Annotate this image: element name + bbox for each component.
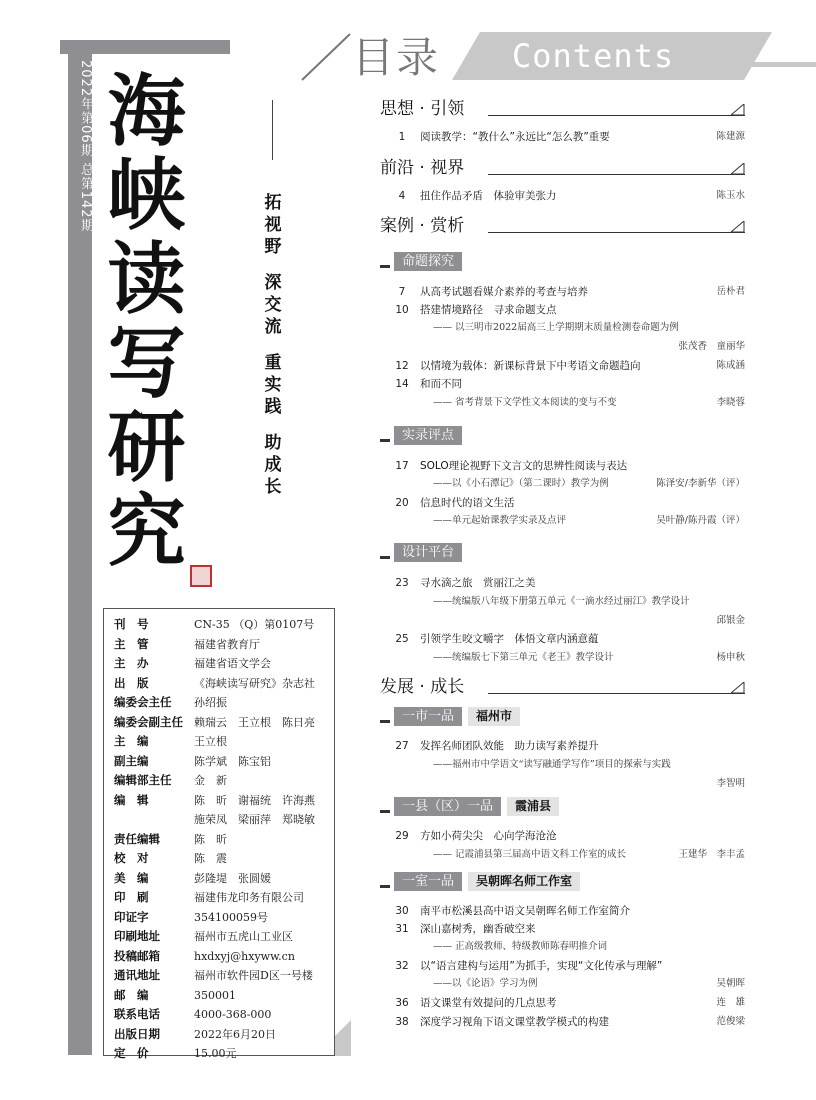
- header-rule: [745, 62, 816, 67]
- colophon-value: 福州市五虎山工业区: [194, 930, 293, 943]
- section-heading: [380, 157, 745, 183]
- subsection-mark: [380, 885, 390, 888]
- entry-title[interactable]: 阅读教学：“教什么”永远比“怎么教”重要: [420, 131, 610, 143]
- colophon-label: 印刷地址: [114, 929, 160, 943]
- title-char: 写: [107, 318, 188, 409]
- colophon-row: [114, 693, 334, 713]
- subsection-tag: 一市一品: [394, 707, 462, 726]
- entry-page-number: 23: [395, 577, 409, 589]
- toc-entry[interactable]: [380, 359, 745, 375]
- entry-page-number: 7: [398, 286, 406, 298]
- subsection-mark: [380, 556, 390, 559]
- toc-entry[interactable]: [380, 496, 745, 512]
- entry-subtitle: —— 正高级教师、特级教师陈春明推介词: [433, 941, 608, 952]
- colophon-value: CN-35 （Q）第0107号: [194, 618, 315, 631]
- entry-author: 连 雄: [716, 997, 745, 1008]
- colophon-label: 校 对: [114, 851, 149, 865]
- section-corner-icon: [731, 682, 745, 694]
- entry-author: 邱银金: [716, 615, 745, 626]
- subsection-region: 霞浦县: [507, 797, 559, 816]
- entry-subtitle: ——福州市中学语文“读写融通学写作”项目的探索与实践: [433, 759, 671, 770]
- toc-entry[interactable]: [380, 396, 745, 412]
- toc-entry[interactable]: [380, 377, 745, 393]
- entry-title[interactable]: 发挥名师团队效能 助力读写素养提升: [420, 740, 599, 752]
- entry-subtitle: ——单元起始课教学实录及点评: [433, 515, 567, 526]
- entry-author: 范俊梁: [716, 1016, 745, 1027]
- toc-entry[interactable]: [380, 632, 745, 648]
- entry-author: 李智明: [716, 778, 745, 789]
- colophon-value: hxdxyj@hxyww.cn: [194, 949, 295, 963]
- colophon-value: 王立根: [194, 735, 227, 748]
- header-slash-decor: [298, 32, 358, 82]
- toc-entry[interactable]: [380, 477, 745, 493]
- section-rule: [488, 693, 745, 694]
- colophon-box: [103, 608, 335, 1060]
- toc-entry[interactable]: [380, 848, 745, 864]
- toc-entry[interactable]: [380, 904, 745, 920]
- entry-title[interactable]: 以“语言建构与运用”为抓手，实现“文化传承与理解”: [420, 960, 663, 972]
- entry-title[interactable]: 搭建情境路径 寻求命题支点: [420, 304, 557, 316]
- colophon-row: [114, 713, 334, 733]
- colophon-label: 出版日期: [114, 1026, 160, 1041]
- colophon-value: 陈 昕: [194, 832, 227, 846]
- toc-entry[interactable]: [380, 595, 745, 611]
- colophon-value: 《海峡读写研究》杂志社: [194, 676, 315, 690]
- toc-entry[interactable]: [380, 576, 745, 592]
- toc-entry[interactable]: [380, 940, 745, 956]
- toc-entry[interactable]: [380, 321, 745, 337]
- toc-entry[interactable]: [380, 777, 745, 793]
- colophon-row: [114, 947, 334, 967]
- entry-title[interactable]: 引领学生咬文嚼字 体悟文章内涵意蕴: [420, 633, 599, 645]
- colophon-row: [114, 888, 334, 908]
- toc-entry[interactable]: [380, 739, 745, 755]
- subsection-heading: [380, 542, 462, 562]
- colophon-row: [114, 869, 334, 889]
- colophon-row: [114, 771, 334, 791]
- colophon-row: [114, 1044, 334, 1064]
- slogan-group: [262, 272, 284, 338]
- issue-number: 2022年第06期 总第142期: [78, 60, 93, 233]
- entry-author: 陈泽安/李新华（评）: [656, 478, 745, 489]
- entry-title[interactable]: 深山嘉树秀，幽香破空来: [420, 923, 536, 935]
- entry-page-number: 36: [395, 997, 409, 1009]
- section-rule: [488, 232, 745, 233]
- entry-page-number: 29: [395, 830, 409, 842]
- colophon-label: 投稿邮箱: [114, 948, 160, 963]
- entry-subtitle: —— 以三明市2022届高三上学期期末质量检测卷命题为例: [433, 322, 679, 333]
- section-title: 案例 · 赏析: [380, 216, 465, 236]
- entry-title[interactable]: 从高考试题看媒介素养的考查与培养: [420, 286, 588, 298]
- toc-entry[interactable]: [380, 977, 745, 993]
- section-heading: [380, 215, 745, 241]
- entry-author: 王建华 李丰孟: [678, 849, 745, 860]
- colophon-row: [114, 1025, 334, 1045]
- toc-entry[interactable]: [380, 1015, 745, 1031]
- section-title: 思想 · 引领: [380, 99, 465, 119]
- colophon-label: 编辑部主任: [114, 773, 172, 787]
- subsection-tag: 一室一品: [394, 872, 462, 891]
- title-char: 读: [107, 234, 188, 325]
- slogan-column: [262, 192, 284, 512]
- entry-title[interactable]: 方如小荷尖尖 心向学海沧沧: [420, 830, 557, 842]
- entry-page-number: 14: [395, 378, 409, 390]
- entry-page-number: 20: [395, 497, 409, 509]
- colophon-row: [114, 674, 334, 694]
- contents-label: Contents: [512, 37, 675, 75]
- colophon-value: 福建省语文学会: [194, 657, 271, 670]
- colophon-row: [114, 908, 334, 928]
- subsection-mark: [380, 439, 390, 442]
- colophon-label: 主 编: [114, 734, 149, 748]
- magazine-title: [100, 66, 195, 577]
- entry-page-number: 38: [395, 1016, 409, 1028]
- colophon-value: 金 新: [194, 774, 227, 787]
- entry-page-number: 10: [395, 304, 409, 316]
- colophon-label: 邮 编: [114, 987, 149, 1002]
- colophon-row: [114, 830, 334, 850]
- entry-title[interactable]: 深度学习视角下语文课堂教学模式的构建: [420, 1016, 609, 1028]
- colophon-label: 通讯地址: [114, 968, 160, 982]
- entry-page-number: 1: [398, 131, 406, 143]
- slogan-divider: [272, 100, 273, 160]
- entry-title[interactable]: 寻水滴之旅 赏丽江之美: [420, 577, 536, 589]
- colophon-value: 福州市软件园D区一号楼: [194, 969, 313, 982]
- slogan-char: 拓: [264, 193, 282, 213]
- section-corner-icon: [731, 163, 745, 175]
- colophon-row: [114, 966, 334, 986]
- colophon-value: 福建省教育厅: [194, 637, 260, 651]
- subsection-heading: [380, 796, 559, 816]
- subsection-tag: 命题探究: [394, 252, 462, 271]
- section-rule: [488, 115, 745, 116]
- toc-entry[interactable]: [380, 758, 745, 774]
- subsection-region: 吴朝晖名师工作室: [468, 872, 580, 891]
- entry-page-number: 32: [395, 960, 409, 972]
- colophon-row: [114, 752, 334, 772]
- colophon-label: 印证字: [114, 909, 149, 924]
- subsection-mark: [380, 720, 390, 723]
- toc-entry[interactable]: [380, 959, 745, 975]
- toc-entry[interactable]: [380, 285, 745, 301]
- colophon-label: 美 编: [114, 870, 149, 885]
- toc-entry[interactable]: [380, 922, 745, 938]
- colophon-label: [114, 810, 194, 830]
- colophon-label: 刊 号: [114, 617, 149, 631]
- toc-entry[interactable]: [380, 340, 745, 356]
- slogan-char: 实: [264, 375, 282, 395]
- colophon-value: 15.00元: [194, 1047, 237, 1060]
- subsection-mark: [380, 265, 390, 268]
- colophon-label: 副主编: [114, 753, 149, 768]
- slogan-char: 野: [264, 237, 282, 257]
- toc-entry[interactable]: [380, 651, 745, 667]
- slogan-group: [262, 432, 284, 498]
- toc-entry[interactable]: [380, 829, 745, 845]
- slogan-char: 长: [264, 477, 282, 497]
- entry-author: 李晓蓉: [716, 397, 745, 408]
- section-title: 发展 · 成长: [380, 677, 465, 697]
- slogan-char: 视: [264, 215, 282, 235]
- colophon-label: 主 办: [114, 656, 149, 670]
- entry-title[interactable]: 以情境为载体：新课标背景下中考语文命题趋向: [420, 360, 641, 372]
- colophon-value: 陈 昕 谢福统 许海燕: [194, 793, 315, 807]
- slogan-group: [262, 192, 284, 258]
- colophon-row: [114, 654, 334, 674]
- toc-title: 目录: [352, 33, 441, 82]
- entry-page-number: 30: [395, 905, 409, 917]
- toc-entry[interactable]: [380, 130, 745, 146]
- subsection-heading: [380, 706, 520, 726]
- subsection-tag: 实录评点: [394, 426, 462, 445]
- colophon-value: 彭隆堤 张圆媛: [194, 871, 271, 885]
- slogan-char: 交: [264, 295, 282, 315]
- slogan-char: 深: [264, 273, 282, 293]
- entry-author: 吴朝晖: [716, 978, 745, 989]
- entry-page-number: 12: [395, 360, 409, 372]
- slogan-char: 助: [264, 433, 282, 453]
- colophon-value: 陈学斌 陈宝铝: [194, 754, 271, 768]
- subsection-heading: [380, 871, 580, 891]
- colophon-row: [114, 732, 334, 752]
- colophon-label: 定 价: [114, 1046, 149, 1060]
- entry-author: 陈成涵: [716, 360, 745, 371]
- section-title: 前沿 · 视界: [380, 158, 465, 178]
- colophon-label: 联系电话: [114, 1007, 160, 1021]
- seal-stamp-icon: [190, 565, 212, 587]
- subsection-tag: 一县（区）一品: [394, 797, 501, 816]
- slogan-char: 重: [264, 353, 282, 373]
- entry-title[interactable]: 南平市松溪县高中语文吴朝晖名师工作室简介: [420, 905, 630, 917]
- colophon-value: 350001: [194, 988, 236, 1002]
- colophon-label: 印 刷: [114, 890, 149, 904]
- toc-entry[interactable]: [380, 996, 745, 1012]
- entry-page-number: 31: [395, 923, 409, 935]
- section-rule: [488, 174, 745, 175]
- colophon-label: 编委会主任: [114, 695, 172, 709]
- entry-page-number: 27: [395, 740, 409, 752]
- colophon-label: 编 辑: [114, 792, 149, 807]
- entry-title[interactable]: 和而不同: [420, 378, 462, 390]
- colophon-label: 编委会副主任: [114, 714, 183, 729]
- colophon-value: 354100059号: [194, 910, 268, 924]
- colophon-value: 2022年6月20日: [194, 1027, 276, 1041]
- toc-entry[interactable]: [380, 459, 745, 475]
- subsection-mark: [380, 810, 390, 813]
- section-heading: [380, 676, 745, 702]
- slogan-char: 践: [264, 397, 282, 417]
- entry-page-number: 4: [398, 190, 406, 202]
- entry-author: 陈玉水: [716, 190, 745, 201]
- entry-subtitle: ——统编版七下第三单元《老王》教学设计: [433, 652, 614, 663]
- slogan-char: 流: [264, 317, 282, 337]
- entry-title[interactable]: 扭住作品矛盾 体验审美张力: [420, 190, 557, 202]
- colophon-value: 福建伟龙印务有限公司: [194, 891, 304, 904]
- entry-author: 杨申秋: [716, 652, 745, 663]
- toc-entry[interactable]: [380, 514, 745, 530]
- entry-title[interactable]: 语文课堂有效提问的几点思考: [420, 997, 557, 1009]
- colophon-row: [114, 1005, 334, 1025]
- section-corner-icon: [731, 221, 745, 233]
- subsection-heading: [380, 251, 462, 271]
- entry-title[interactable]: 信息时代的语文生活: [420, 497, 515, 509]
- entry-subtitle: ——统编版八年级下册第五单元《一滴水经过丽江》教学设计: [433, 596, 690, 607]
- subsection-tag: 设计平台: [394, 543, 462, 562]
- toc-entry[interactable]: [380, 303, 745, 319]
- colophon-row: [114, 849, 334, 869]
- entry-author: 陈建源: [716, 131, 745, 142]
- subsection-heading: [380, 425, 462, 445]
- title-char: 究: [107, 486, 188, 577]
- colophon-row: [114, 986, 334, 1006]
- entry-page-number: 25: [395, 633, 409, 645]
- title-char: 海: [107, 66, 188, 157]
- entry-title[interactable]: SOLO理论视野下文言文的思辨性阅读与表达: [420, 460, 628, 472]
- entry-author: 吴叶静/陈丹霞（评）: [656, 515, 745, 526]
- subsection-region: 福州市: [468, 707, 520, 726]
- entry-author: 岳朴君: [716, 286, 745, 297]
- colophon-value: 赖瑞云 王立根 陈日亮: [194, 715, 315, 729]
- colophon-value: 陈 震: [194, 852, 227, 865]
- slogan-group: [262, 352, 284, 418]
- entry-subtitle: ——以《论语》学习为例: [433, 978, 538, 989]
- colophon-row: [114, 810, 334, 830]
- slogan-char: 成: [264, 455, 282, 475]
- title-char: 研: [107, 402, 188, 493]
- section-heading: [380, 98, 745, 124]
- entry-page-number: 17: [395, 460, 409, 472]
- colophon-value: 孙绍振: [194, 696, 227, 709]
- colophon-row: [114, 615, 334, 635]
- colophon-label: 责任编辑: [114, 831, 160, 846]
- colophon-row: [114, 791, 334, 811]
- colophon-row: [114, 927, 334, 947]
- colophon-row: [114, 635, 334, 655]
- colophon-label: 主 管: [114, 636, 149, 651]
- section-corner-icon: [731, 104, 745, 116]
- entry-subtitle: ——以《小石潭记》（第二课时）教学为例: [433, 478, 609, 489]
- toc-entry[interactable]: [380, 189, 745, 205]
- colophon-value: 4000-368-000: [194, 1008, 272, 1021]
- colophon-value: 施荣凤 梁丽萍 郑晓敏: [194, 813, 315, 826]
- entry-subtitle: —— 记霞浦县第三届高中语文科工作室的成长: [433, 849, 627, 860]
- colophon-label: 出 版: [114, 675, 149, 690]
- toc-entry[interactable]: [380, 614, 745, 630]
- title-char: 峡: [107, 150, 188, 241]
- entry-author: 张茂香 童丽华: [678, 341, 745, 352]
- entry-subtitle: —— 省考背景下文学性文本阅读的变与不变: [433, 397, 617, 408]
